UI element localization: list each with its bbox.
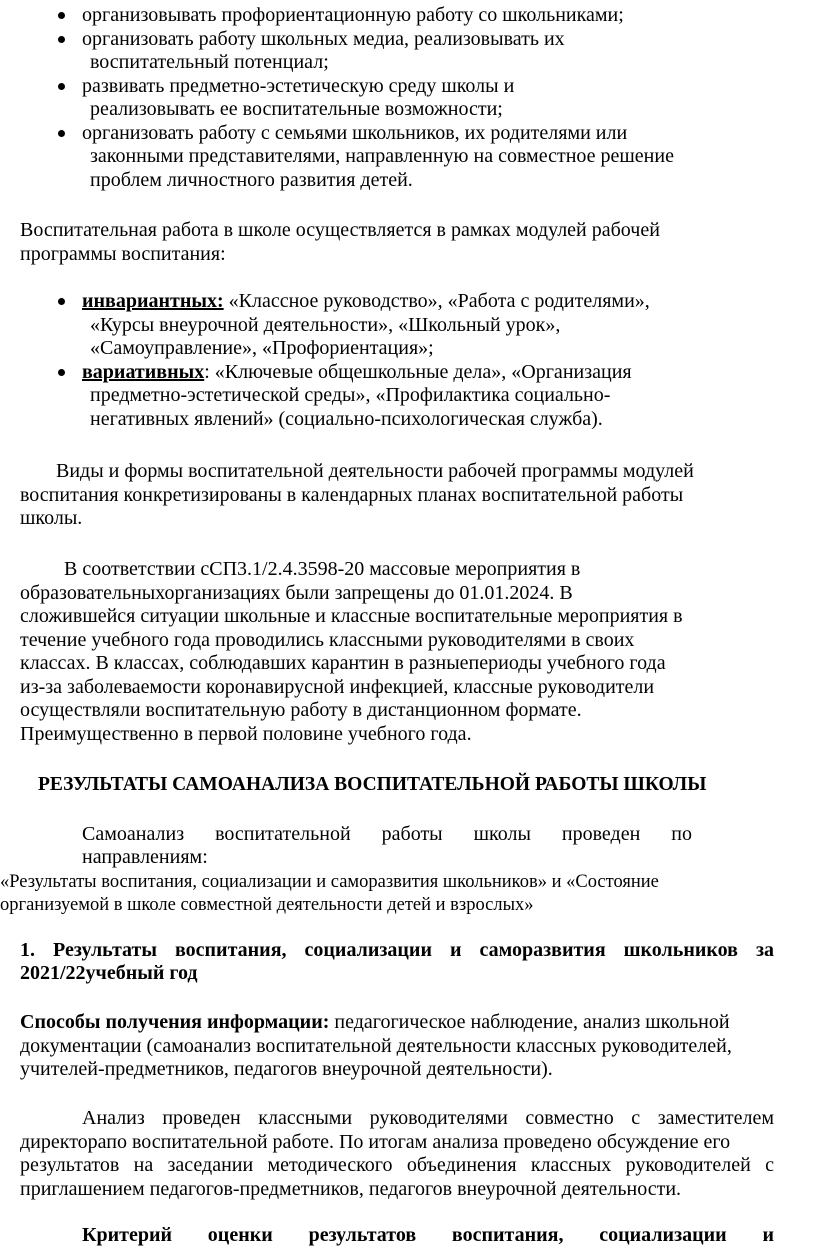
paragraph-line: осуществляли воспитательную работу в дистанционном формате. (20, 699, 582, 721)
paragraph-line: классах. В классах, соблюдавших карантин в разныепериоды учебного года (20, 652, 666, 674)
paragraph-line: Виды и формы воспитательной деятельности рабочей программы модулей (56, 460, 694, 482)
paragraph-line: Воспитательная работа в школе осуществляется в рамках модулей рабочей (20, 219, 660, 241)
paragraph-line: сложившейся ситуации школьные и классные воспитательные мероприятия в (20, 605, 683, 627)
paragraph-line: документации (самоанализ воспитательной деятельности классных руководителей, (20, 1034, 732, 1057)
bullet-icon (58, 130, 65, 137)
paragraph-line (20, 1011, 732, 1035)
forms-paragraph (20, 460, 694, 531)
list-item (0, 290, 650, 361)
paragraph-line: Преимущественно в первой половине учебного года. (20, 722, 472, 745)
subheading-results-cont: 2021/22учебный год (20, 962, 198, 984)
section-heading: РЕЗУЛЬТАТЫ САМОАНАЛИЗА ВОСПИТАТЕЛЬНОЙ РАБОТЫ ШКОЛЫ (38, 774, 707, 795)
modules-intro-paragraph (20, 219, 660, 266)
list-item (0, 121, 674, 193)
bullet-icon (58, 36, 65, 43)
methods-label: Способы получения информации: (20, 1011, 330, 1033)
list-item-text: организовывать профориентационную работу со школьниками; (82, 4, 624, 26)
covid-restrictions-paragraph (20, 558, 683, 746)
selfanalysis-directions-line: «Результаты воспитания, социализации и саморазвития школьников» и «Состояние (0, 872, 659, 892)
methods-paragraph (20, 1011, 732, 1082)
paragraph-line: приглашением педагогов-предметников, педагогов внеурочной деятельности. (20, 1177, 682, 1200)
methods-text: педагогическое наблюдение, анализ школьной (329, 1011, 730, 1033)
paragraph-line: школы. (20, 507, 83, 529)
module-type-term: вариативных (82, 360, 205, 383)
list-item (0, 75, 592, 122)
goals-bullet-list (0, 4, 674, 192)
bullet-icon (58, 83, 65, 90)
module-type-term: инвариантных: (82, 290, 224, 312)
paragraph-line: В соответствии сСП3.1/2.4.3598-20 массовые мероприятия в (64, 558, 581, 580)
list-item-text-cont: воспитательный потенциал; (90, 51, 329, 73)
list-item-text-cont: негативных явлений» (социально-психологическая служба). (90, 407, 603, 430)
list-item (0, 4, 624, 28)
bullet-icon (58, 369, 65, 376)
list-item-text-cont: предметно-эстетической среды», «Профилактика социально- (90, 384, 611, 406)
list-item-text-cont: «Курсы внеурочной деятельности», «Школьный урок», (90, 313, 561, 336)
analysis-paragraph (20, 1107, 774, 1201)
selfanalysis-directions-line: организуемой в школе совместной деятельности детей и взрослых» (0, 895, 534, 915)
list-item (0, 360, 632, 432)
list-item-text-cont: законными представителями, направленную на совместное решение (90, 145, 674, 167)
list-item-text: организовать работу с семьями школьников, их родителями или (82, 121, 628, 144)
paragraph-line: учителей-предметников, педагогов внеурочной деятельности). (20, 1058, 553, 1080)
list-item (0, 28, 592, 75)
paragraph-line: образовательныхорганизациях были запрещены до 01.01.2024. В (20, 581, 573, 604)
paragraph-line: директорапо воспитательной работе. По итогам анализа проведено обсуждение его (20, 1130, 731, 1153)
paragraph-line: программы воспитания: (20, 242, 226, 265)
paragraph-line: результатов на заседании методического объединения классных руководителей с (20, 1154, 774, 1176)
modules-bullet-list (0, 290, 650, 431)
paragraph-line: воспитания конкретизированы в календарных планах воспитательной работы (20, 483, 684, 506)
list-item-text-cont: «Самоуправление», «Профориентация»; (90, 337, 434, 359)
list-item-text-cont: реализовывать ее воспитательные возможности; (90, 98, 503, 120)
list-item-text-cont: проблем личностного развития детей. (90, 168, 413, 191)
selfanalysis-line: Самоанализ воспитательной работы школы проведен по (82, 823, 692, 845)
paragraph-line: течение учебного года проводились классными руководителями в своих (20, 628, 635, 651)
list-item-text: развивать предметно-эстетическую среду школы и (82, 74, 515, 97)
list-item-text: организовать работу школьных медиа, реализовывать их (82, 27, 565, 50)
bullet-icon (58, 298, 65, 305)
list-item-text: : «Ключевые общешкольные дела», «Организация (204, 360, 632, 383)
criterion-heading: Критерий оценки результатов воспитания, социализации и (82, 1224, 774, 1246)
paragraph-line: из-за заболеваемости коронавирусной инфекцией, классные руководители (20, 675, 655, 698)
list-item-text: «Классное руководство», «Работа с родителями», (223, 290, 650, 312)
bullet-icon (58, 12, 65, 19)
subheading-results: 1. Результаты воспитания, социализации и саморазвития школьников за (20, 939, 774, 961)
paragraph-line: Анализ проведен классными руководителями совместно с заместителем (82, 1107, 774, 1129)
selfanalysis-line: направлениям: (82, 846, 208, 868)
